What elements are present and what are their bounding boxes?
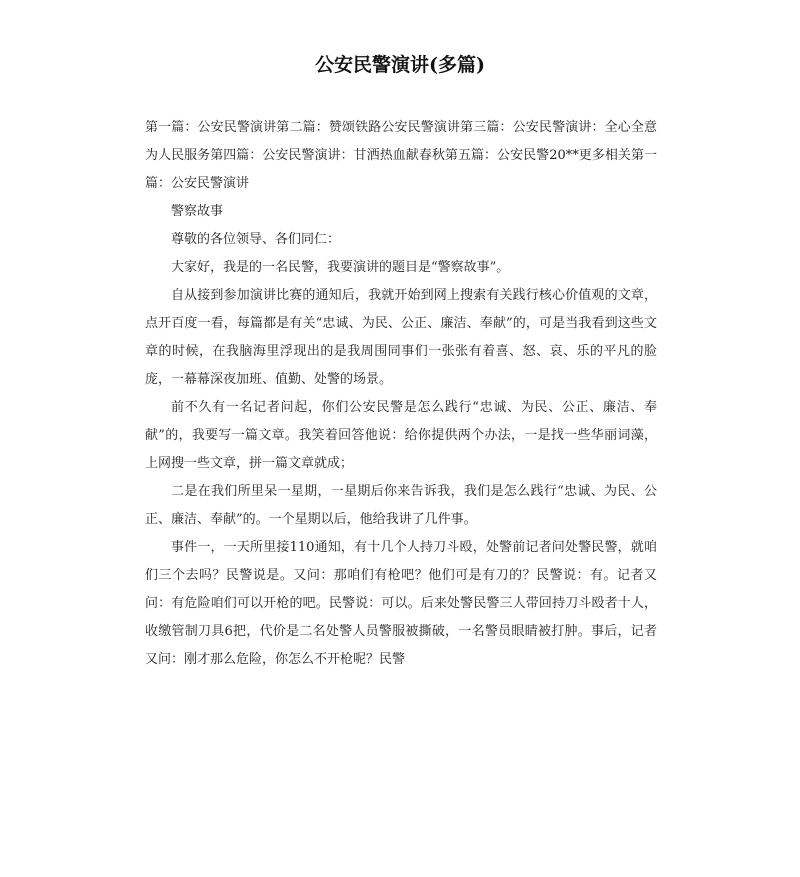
paragraph-greeting: 大家好，我是的一名民警，我要演讲的题目是“警察故事”。 bbox=[171, 260, 510, 275]
document-body bbox=[145, 114, 657, 674]
paragraph-body: 前不久有一名记者问起，你们公安民警是怎么践行“忠诚、为民、公正、廉洁、奉献”的，我要写一篇文章。我笑着回答他说：给你提供两个办法，一是找一些华丽词藻，上网搜一些文章，拼一篇文章就成； bbox=[145, 400, 657, 471]
paragraph-salutation: 尊敬的各位领导、各们同仁： bbox=[171, 232, 341, 247]
paragraph-table-of-contents: 第一篇：公安民警演讲第二篇：赞颂铁路公安民警演讲第三篇：公安民警演讲：全心全意为人民服务第四篇：公安民警演讲：甘洒热血献春秋第五篇：公安民警20**更多相关第一篇：公安民警演讲 bbox=[145, 120, 657, 191]
document-title: 公安民警演讲(多篇) bbox=[315, 54, 485, 76]
paragraph-body: 事件一，一天所里接110通知，有十几个人持刀斗殴，处警前记者问处警民警，就咱们三个去吗？民警说是。又问：那咱们有枪吧？他们可是有刀的？民警说：有。记者又问：有危险咱们可以开枪的吧。民警说：可以。后来处警民警三人带回持刀斗殴者十人，收缴管制刀具6把，代价是二名处警人员警服被撕破，一名警员眼睛被打肿。事后，记者又问：刚才那么危险，你怎么不开枪呢？民警 bbox=[145, 540, 657, 667]
paragraph-body: 二是在我们所里呆一星期，一星期后你来告诉我，我们是怎么践行“忠诚、为民、公正、廉洁、奉献”的。一个星期以后，他给我讲了几件事。 bbox=[145, 484, 657, 527]
paragraph-body: 自从接到参加演讲比赛的通知后，我就开始到网上搜索有关践行核心价值观的文章，点开百度一看，每篇都是有关“忠诚、为民、公正、廉洁、奉献”的，可是当我看到这些文章的时候，在我脑海里浮现出的是我周围同事们一张张有着喜、怒、哀、乐的平凡的脸庞，一幕幕深夜加班、值勤、处警的场景。 bbox=[145, 288, 657, 387]
paragraph-speech-title: 警察故事 bbox=[171, 204, 224, 219]
